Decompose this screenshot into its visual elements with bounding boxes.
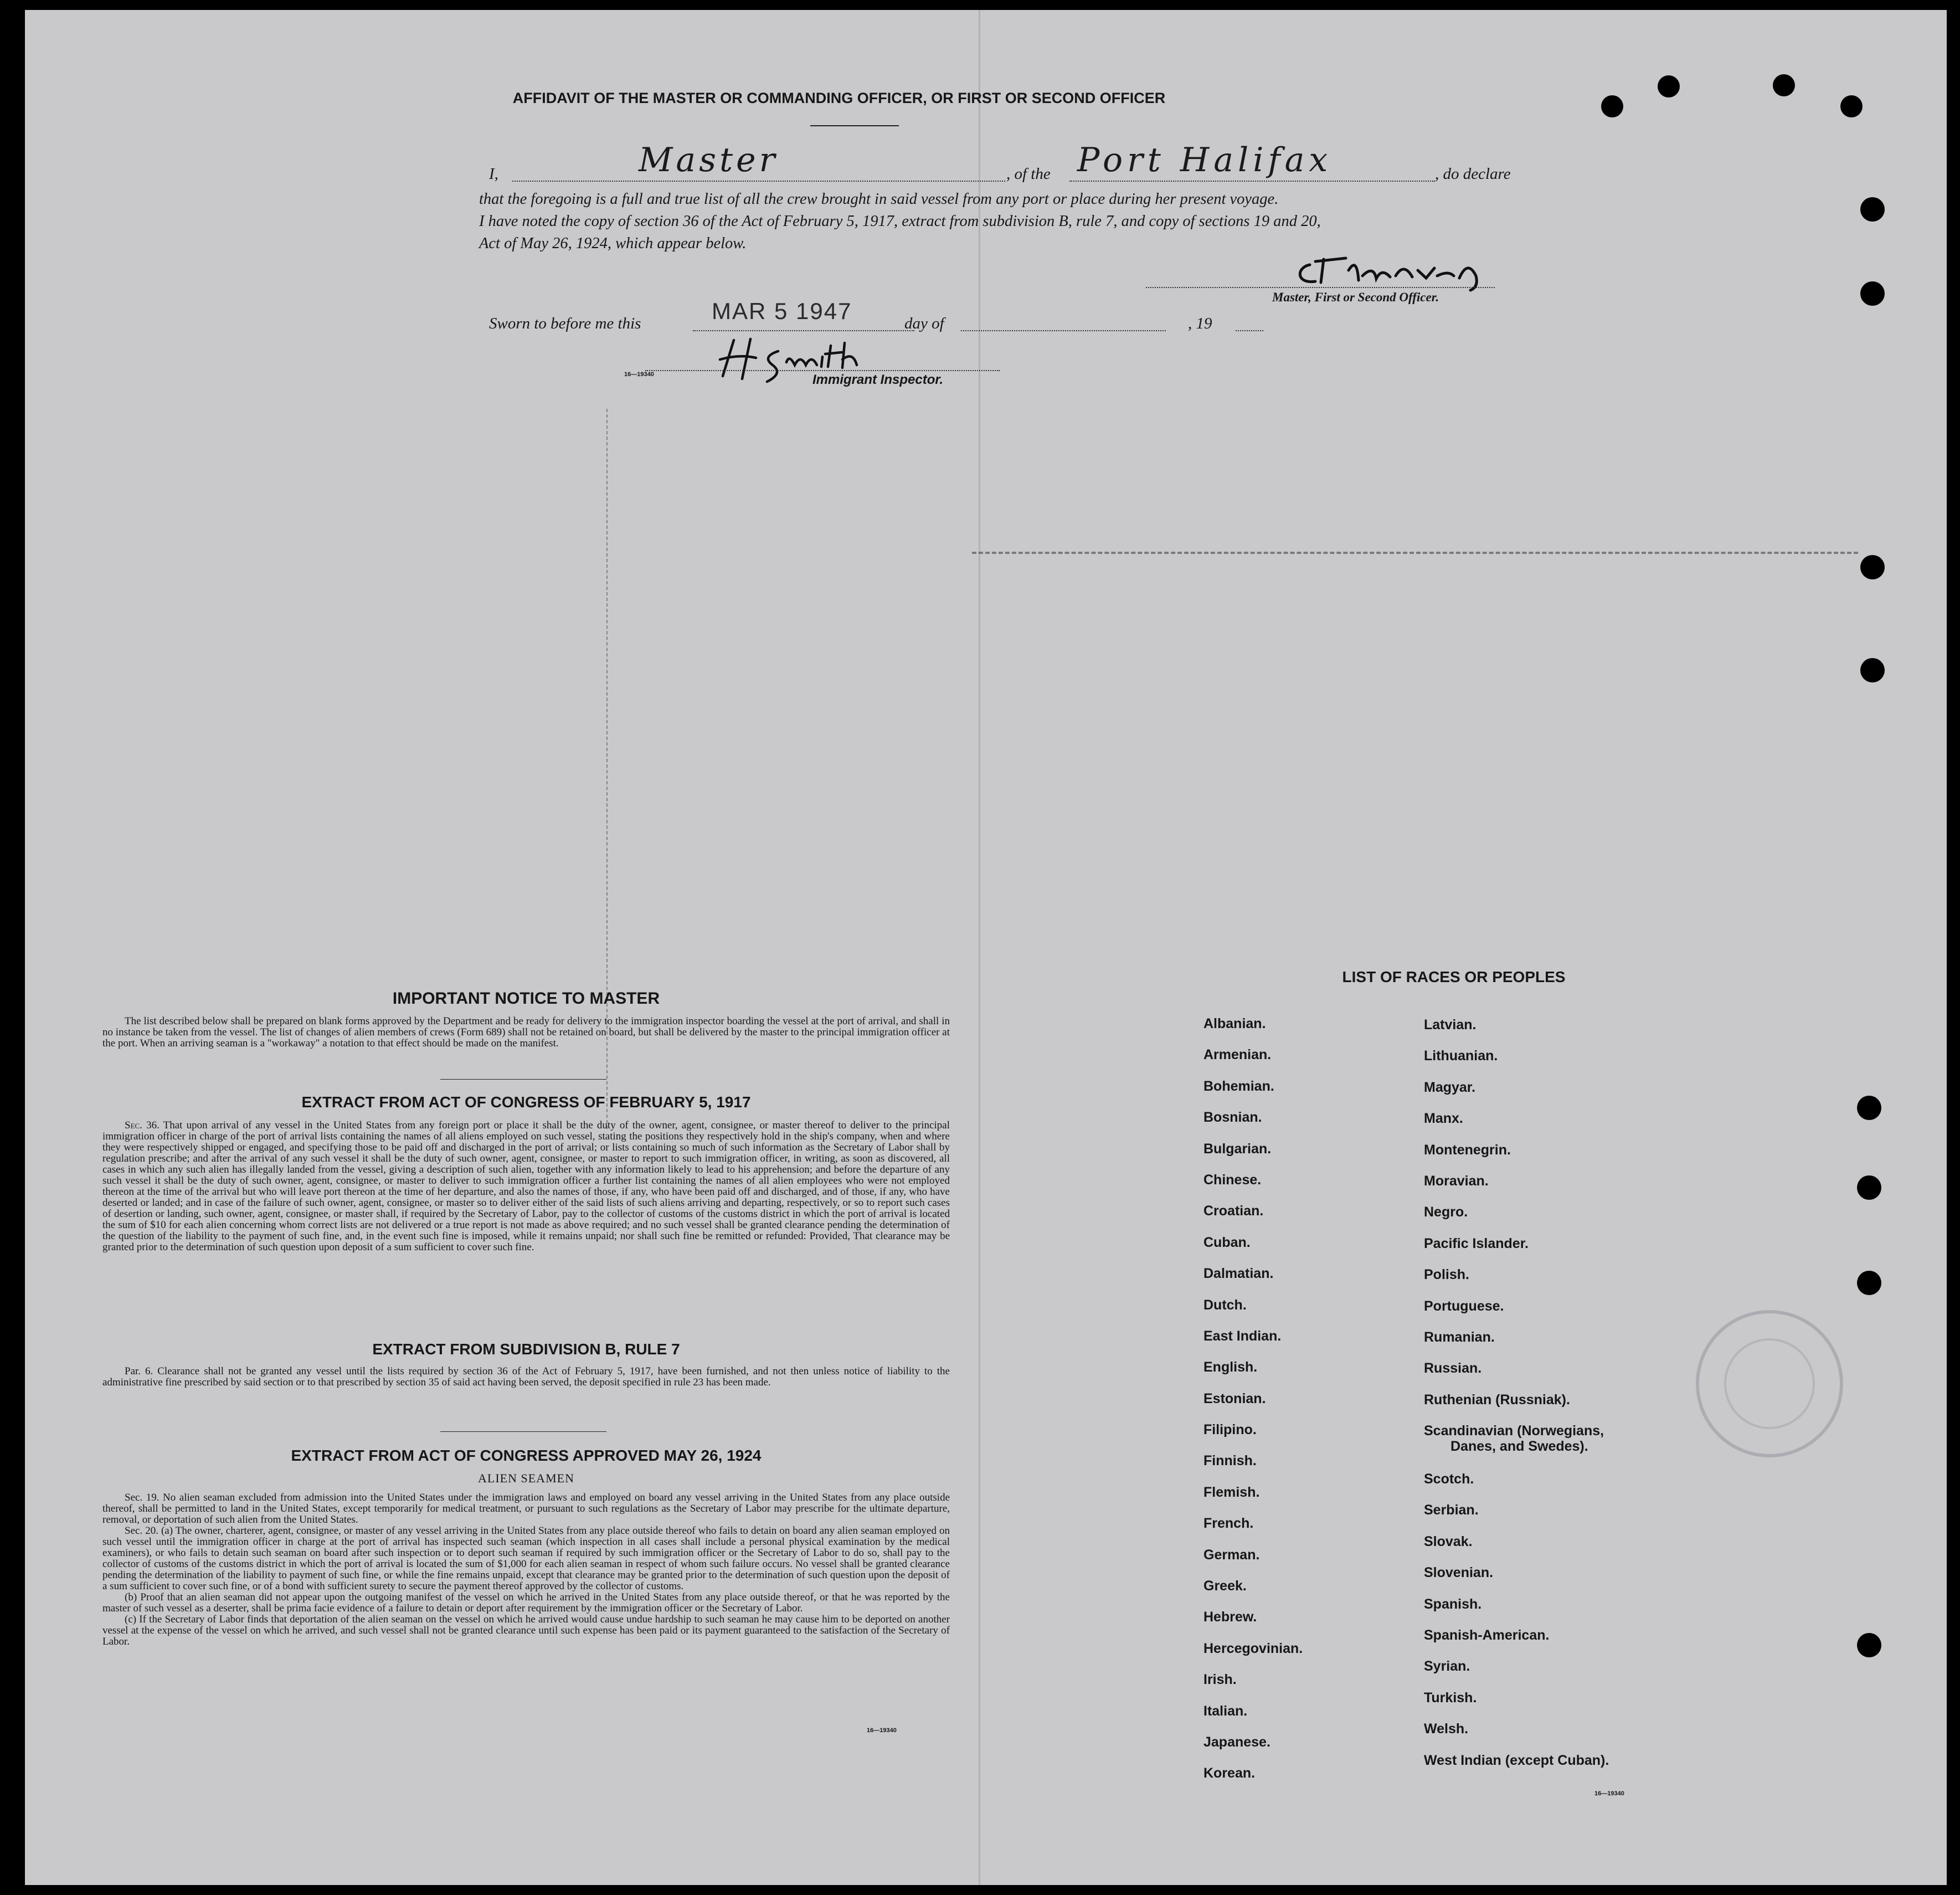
- inspector-form-number: 16—19340: [624, 371, 654, 378]
- race-item: Spanish.: [1424, 1596, 1482, 1612]
- race-item: Dalmatian.: [1203, 1266, 1274, 1282]
- race-item: Hercegovinian.: [1203, 1640, 1303, 1656]
- dash-mark: [972, 552, 1858, 554]
- month-line: [961, 330, 1166, 331]
- race-item: Scandinavian (Norwegians,: [1424, 1423, 1604, 1439]
- sec36-text: That upon arrival of any vessel in the United States from any foreign port or place it shall be the duty of the owner, agent, consignee, or master thereof to deliver to the principal immigration officer in charge of the port of arrival lists containing the names of all aliens employed on such vessel, stating the positions they respectively hold in the ship's company, when and where they were respectively shipped or engaged, and specifying those to be paid off and discharged in the port of arrival; or lists containing so much of such information as the Secretary of Labor shall by regulation prescribe; and after the arrival of any such vessel it shall be the duty of such owner, agent, consignee, or master to report to such immigration officer, in writing, as soon as discovered, all cases in which any such alien has illegally landed from the vessel, giving a description of such alien, together with any information likely to lead to his apprehension; and before the departure of any such vessel it shall be the duty of such owner, agent, consignee, or master to deliver to such immigration officer a further list containing the names of all alien employees who were not employed thereon at the time of the arrival but who will leave port thereon at the time of her departure, and also the names of those, if any, who have been paid off and discharged, and of those, if any, who have deserted or landed; and in case of the failure of such owner, agent, consignee, or master so to deliver either of the said lists of such aliens arriving and departing, respectively, or so to report such cases of desertion or landing, such owner, agent, consignee, or master shall, if required by the Secretary of Labor, pay to the collector of customs of the customs district in which the port of arrival is located the sum of $10 for each alien concerning whom correct lists are not delivered or a true report is not made as above required; and no such vessel shall be granted clearance pending the determination of the question of the liability to the payment of such fine, and, in the event such fine is imposed, while it remains unpaid; nor shall such fine be remitted or refunded: Provided, That clearance may be granted prior to the determination of such question upon deposit of a sum sufficient to cover such fine.: [102, 1119, 950, 1253]
- title-rule: [810, 125, 899, 126]
- race-item: Portuguese.: [1424, 1298, 1504, 1314]
- extract-1924-body: [102, 1492, 950, 1647]
- i-label: I,: [489, 165, 498, 183]
- race-item: Welsh.: [1424, 1721, 1469, 1737]
- year-label: , 19: [1188, 315, 1212, 332]
- master-signature-line: [1146, 287, 1495, 288]
- race-item: West Indian (except Cuban).: [1424, 1752, 1609, 1768]
- sworn-date-line: [693, 330, 914, 331]
- sec36-label: Sec. 36.: [125, 1119, 160, 1131]
- races-left-column: [1203, 1016, 1303, 1797]
- rule7-text: Par. 6. Clearance shall not be granted any vessel until the lists required by section 36 of the Act of February 5, 1917, have been furnished, and not then unless notice of liability to the administrative fine prescribed by said section or to that prescribed by section 35 of said act having been served, the deposit specified in rule 23 has been made.: [102, 1365, 950, 1388]
- race-item: Greek.: [1203, 1578, 1247, 1594]
- race-item: Magyar.: [1424, 1079, 1476, 1095]
- sec20a-text: Sec. 20. (a) The owner, charterer, agent, consignee, or master of any vessel arriving in the United States from any place outside thereof who fails to detain on board any alien seaman employed on such vessel until the immigration officer in charge at the port of arrival has inspected such seaman (which inspection in all cases shall include a personal physical examination by the medical examiners), or who fails to detain such seaman on board after such inspection or to deport such seaman if required by such immigration officer or the Secretary of Labor to do so, shall pay to the collector of customs of the customs district in which the port of arrival is located the sum of $1,000 for each alien seaman in respect of whom such failure occurs. No vessel shall be granted clearance pending the determination of the liability to payment of such fine, or while the fine remains unpaid, except that clearance may be granted prior to the determination of such question upon the deposit of a sum sufficient to cover such fine, or of a bond with sufficient surety to secure the payment thereof approved by the collector of customs.: [102, 1525, 950, 1592]
- race-item: Turkish.: [1424, 1689, 1477, 1706]
- race-item: Cuban.: [1203, 1234, 1251, 1250]
- vessel-line: [1069, 181, 1435, 182]
- alien-seamen-subtitle: ALIEN SEAMEN: [478, 1471, 574, 1485]
- affidavit-title: AFFIDAVIT OF THE MASTER OR COMMANDING OFFICER, OR FIRST OR SECOND OFFICER: [512, 90, 1166, 106]
- notice-body: [102, 1016, 950, 1049]
- race-item: Moravian.: [1424, 1173, 1489, 1189]
- sec20b-text: (b) Proof that an alien seaman did not appear upon the outgoing manifest of the vessel on which he arrived in the United States from any place outside thereof, or that he was reported by the master of such vessel as a deserter, shall be prima facie evidence of a failure to detain or deport after requirement by the immigration officer or the Secretary of Labor.: [102, 1591, 950, 1614]
- section-rule: [440, 1431, 606, 1432]
- race-item: Filipino.: [1203, 1422, 1257, 1438]
- extract-1917-body: [102, 1120, 950, 1253]
- extract-1917-title: EXTRACT FROM ACT OF CONGRESS OF FEBRUARY 5, 1917: [301, 1093, 751, 1111]
- race-item: Danes, and Swedes).: [1450, 1439, 1588, 1455]
- punch-hole: [1857, 1096, 1881, 1120]
- section-rule: [440, 1079, 606, 1080]
- race-item: Chinese.: [1203, 1172, 1262, 1188]
- year-line: [1236, 330, 1263, 331]
- race-item: French.: [1203, 1516, 1254, 1532]
- circular-stamp: [1681, 1301, 1858, 1467]
- punch-hole: [1658, 75, 1680, 97]
- race-item: Slovak.: [1424, 1533, 1473, 1549]
- vessel-value[interactable]: Port Halifax: [1077, 141, 1333, 179]
- race-item: Irish.: [1203, 1672, 1237, 1688]
- name-line: [512, 181, 1005, 182]
- inspector-caption: Immigrant Inspector.: [812, 372, 944, 387]
- race-item: Syrian.: [1424, 1658, 1470, 1675]
- punch-hole: [1860, 281, 1885, 306]
- race-item: Albanian.: [1203, 1016, 1266, 1031]
- punch-hole: [1601, 95, 1623, 117]
- sworn-date-stamp: MAR 5 1947: [712, 298, 852, 324]
- race-item: Bulgarian.: [1203, 1141, 1272, 1157]
- race-item: Armenian.: [1203, 1047, 1272, 1063]
- master-caption: Master, First or Second Officer.: [1272, 290, 1439, 304]
- center-fold: [979, 10, 980, 1885]
- sworn-label: Sworn to before me this: [489, 315, 641, 332]
- race-item: Dutch.: [1203, 1297, 1247, 1313]
- notice-text: The list described below shall be prepared on blank forms approved by the Department and be ready for delivery to the immigration inspector boarding the vessel at the port of arrival, and shall in no instance be taken from the vessel. The list of changes of alien members of crews (Form 689) shall not be retained on board, but shall be delivered by the master to the principal immigration officer at the port. When an arriving seaman is a "workaway" a notation to that effect should be made on the manifest.: [102, 1015, 950, 1049]
- affidavit-line-3: I have noted the copy of section 36 of the Act of February 5, 1917, extract from subdivision B, rule 7, and copy of sections 19 and 20,: [479, 213, 1321, 230]
- race-item: Lithuanian.: [1424, 1048, 1498, 1064]
- races-right-column: [1424, 1017, 1609, 1784]
- race-item: Italian.: [1203, 1703, 1248, 1719]
- race-item: Russian.: [1424, 1360, 1482, 1377]
- punch-hole: [1857, 1175, 1881, 1200]
- race-item: Manx.: [1424, 1111, 1463, 1127]
- punch-hole: [1857, 1271, 1881, 1295]
- race-item: English.: [1203, 1359, 1258, 1375]
- affidavit-line-4: Act of May 26, 1924, which appear below.: [479, 235, 747, 252]
- race-item: Hebrew.: [1203, 1609, 1257, 1625]
- race-item: German.: [1203, 1547, 1260, 1563]
- of-the-label: , of the: [1006, 165, 1051, 183]
- race-item: Serbian.: [1424, 1502, 1479, 1518]
- punch-hole: [1857, 1633, 1881, 1657]
- notice-title: IMPORTANT NOTICE TO MASTER: [392, 989, 660, 1008]
- punch-hole: [1773, 74, 1795, 96]
- punch-hole: [1840, 95, 1863, 117]
- race-item: Slovenian.: [1424, 1565, 1494, 1581]
- race-item: Estonian.: [1203, 1390, 1266, 1406]
- race-item: Finnish.: [1203, 1453, 1257, 1469]
- race-item: Montenegrin.: [1424, 1142, 1511, 1158]
- race-item: Rumanian.: [1424, 1329, 1495, 1345]
- affidavit-line-2: that the foregoing is a full and true list of all the crew brought in said vessel from any port or place during her present voyage.: [479, 191, 1279, 208]
- name-value[interactable]: Master: [639, 141, 779, 179]
- race-item: Ruthenian (Russniak).: [1424, 1391, 1570, 1408]
- race-item: Scotch.: [1424, 1471, 1474, 1487]
- document-page: [25, 10, 1947, 1885]
- race-item: Polish.: [1424, 1267, 1469, 1283]
- race-item: Pacific Islander.: [1424, 1235, 1529, 1251]
- punch-hole: [1860, 555, 1885, 579]
- extract-1924-title: EXTRACT FROM ACT OF CONGRESS APPROVED MAY 26, 1924: [291, 1447, 762, 1464]
- do-declare-label: , do declare: [1435, 165, 1511, 183]
- race-item: Japanese.: [1203, 1734, 1270, 1750]
- punch-hole: [1860, 658, 1885, 682]
- race-item: East Indian.: [1203, 1328, 1282, 1344]
- races-form-number: 16—19340: [1594, 1790, 1624, 1797]
- rule7-title: EXTRACT FROM SUBDIVISION B, RULE 7: [372, 1341, 680, 1358]
- races-title: LIST OF RACES OR PEOPLES: [1342, 968, 1566, 985]
- race-item: Croatian.: [1203, 1203, 1264, 1219]
- race-item: Bosnian.: [1203, 1110, 1262, 1126]
- race-item: Flemish.: [1203, 1484, 1260, 1500]
- day-of-label: day of: [904, 315, 944, 332]
- race-item: Bohemian.: [1203, 1078, 1274, 1094]
- extract-form-number: 16—19340: [867, 1727, 897, 1734]
- race-item: Korean.: [1203, 1765, 1256, 1781]
- rule7-body: [102, 1366, 950, 1388]
- sec19-text: Sec. 19. No alien seaman excluded from admission into the United States under the immigration laws and employed on board any vessel arriving in the United States from any place outside thereof, shall be permitted to land in the United States, except temporarily for medical treatment, or pursuant to such regulations as the Secretary of Labor may prescribe for the ultimate departure, removal, or deportation of such alien from the United States.: [102, 1492, 950, 1526]
- race-item: Negro.: [1424, 1204, 1468, 1220]
- inspector-line: [645, 370, 1000, 371]
- race-item: Latvian.: [1424, 1017, 1477, 1033]
- race-item: Spanish-American.: [1424, 1627, 1550, 1644]
- punch-hole: [1860, 197, 1885, 222]
- sec20c-text: (c) If the Secretary of Labor finds that deportation of the alien seaman on the vessel on which he arrived would cause undue hardship to such seaman he may cause him to be deported on another vessel at the expense of the vessel on which he arrived, and such vessel shall not be granted clearance until such expense has been paid or its payment guaranteed to the satisfaction of the Secretary of Labor.: [102, 1614, 950, 1647]
